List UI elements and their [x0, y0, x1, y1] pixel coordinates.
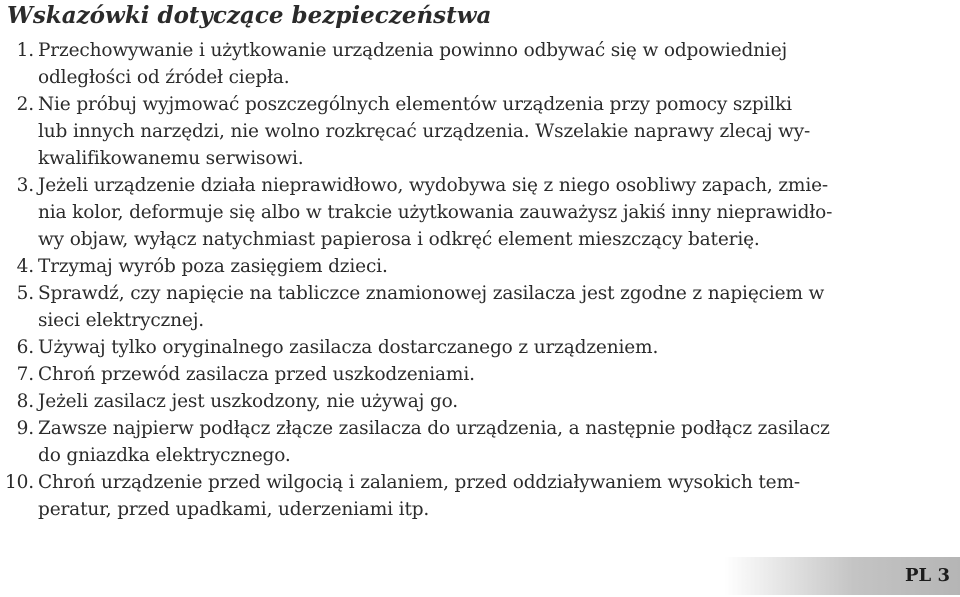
safety-instructions-list — [0, 37, 956, 523]
item-text-line: lub innych narzędzi, nie wolno rozkręcać urządzenia. Wszelakie naprawy zlecaj wy- — [38, 121, 811, 142]
item-number: 9. — [16, 418, 34, 439]
list-item — [0, 91, 956, 172]
list-item — [0, 172, 956, 253]
list-item — [0, 415, 956, 469]
item-number: 6. — [16, 337, 34, 358]
item-text-line: Używaj tylko oryginalnego zasilacza dostarczanego z urządzeniem. — [38, 337, 659, 358]
list-item — [0, 253, 956, 280]
page-number: PL 3 — [905, 565, 950, 586]
list-item — [0, 334, 956, 361]
item-number: 3. — [16, 175, 34, 196]
page-number-tab — [724, 557, 960, 595]
list-item — [0, 469, 956, 523]
item-text-line: wy objaw, wyłącz natychmiast papierosa i odkręć element mieszczący baterię. — [38, 229, 760, 250]
item-number: 5. — [16, 283, 34, 304]
item-text-line: sieci elektrycznej. — [38, 310, 205, 331]
item-text-line: Nie próbuj wyjmować poszczególnych elementów urządzenia przy pomocy szpilki — [38, 94, 792, 115]
item-text-line: Przechowywanie i użytkowanie urządzenia powinno odbywać się w odpowiedniej — [38, 40, 788, 61]
item-number: 7. — [16, 364, 34, 385]
list-item — [0, 361, 956, 388]
item-number: 8. — [16, 391, 34, 412]
item-number: 4. — [16, 256, 34, 277]
list-item — [0, 388, 956, 415]
item-number: 10. — [5, 472, 34, 493]
item-text-line: Jeżeli zasilacz jest uszkodzony, nie używaj go. — [38, 391, 459, 412]
item-text-line: do gniazdka elektrycznego. — [38, 445, 291, 466]
list-item — [0, 280, 956, 334]
item-text-line: nia kolor, deformuje się albo w trakcie użytkowania zauważysz jakiś inny nieprawidło- — [38, 202, 833, 223]
item-number: 1. — [16, 40, 34, 61]
section-heading: Wskazówki dotyczące bezpieczeństwa — [7, 2, 492, 29]
item-text-line: kwalifikowanemu serwisowi. — [38, 148, 304, 169]
item-text-line: peratur, przed upadkami, uderzeniami itp. — [38, 499, 430, 520]
list-item — [0, 37, 956, 91]
item-text-line: Sprawdź, czy napięcie na tabliczce znamionowej zasilacza jest zgodne z napięciem w — [38, 283, 825, 304]
item-text-line: Trzymaj wyrób poza zasięgiem dzieci. — [38, 256, 388, 277]
item-text-line: odległości od źródeł ciepła. — [38, 67, 290, 88]
item-text-line: Chroń urządzenie przed wilgocią i zalaniem, przed oddziaływaniem wysokich tem- — [38, 472, 800, 493]
item-text-line: Zawsze najpierw podłącz złącze zasilacza do urządzenia, a następnie podłącz zasilacz — [38, 418, 830, 439]
item-number: 2. — [16, 94, 34, 115]
item-text-line: Chroń przewód zasilacza przed uszkodzeniami. — [38, 364, 475, 385]
item-text-line: Jeżeli urządzenie działa nieprawidłowo, wydobywa się z niego osobliwy zapach, zmie- — [38, 175, 828, 196]
